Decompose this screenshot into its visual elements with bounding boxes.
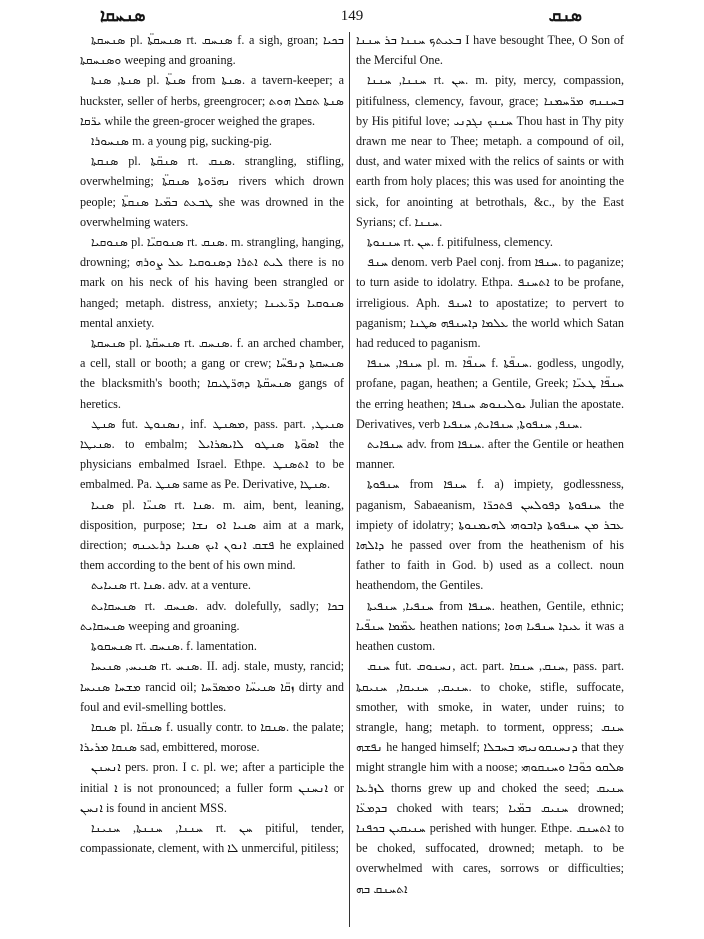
dictionary-entry: ܚܢܦܐܝܬ adv. from ܚܢܦܐ. after the Gentile or heathen manner. bbox=[356, 437, 624, 472]
dictionary-entry: ܚܢܦܘܬܐ from ܚܢܦܐ f. a) impiety, godlessness, paganism, Sabaeanism, ܚܢܦܘܬܐ ܕܦܘܠܚܢ ܦܬܟܪ̈ܐ the impiety of idolatry; ܥܒܪ ܡܢ ܚܢܦܘܬܐ ܕܐܒܘܗܝ ܠܗܝܡܢܘܬܐ ܕܐܠܗܐ he passed over from the heathenism of his father to faith in God. b) used as a collect. noun heathendom, the Gentiles. bbox=[356, 477, 625, 593]
left-column bbox=[80, 30, 344, 858]
running-head-left: ܣܢܚܩܐ bbox=[100, 6, 146, 25]
dictionary-entry: ܣܢܩܐ pl. ܣܢܩ̈ܐ f. usually contr. to ܣܢܩܐ. the palate; ܣܢܩܐ ܡܪܝܪܐ sad, embittered, morose. bbox=[80, 719, 344, 755]
dictionary-entry: ܣܢܝܐܝܬ rt. ܣܢܐ. adv. at a venture. bbox=[90, 578, 251, 593]
dictionary-entry: ܚܢܦܐ, ܚܢܦܐ pl. m. ܚܢܦ̈ܐ f. ܚܢܦ̈ܬܐ. godless, ungodly, profane, pagan, heathen; a Gentile, Greek; ܚܢܦ̈ܐ ܛܥܝ̈ܐ the erring heathen; ܝܘܠܝܢܘܣ ܚܢܦܐ Julian the apostate. Derivatives, verb ܚܢܦ, ܚܢܦܘܬܐ, ܚܢܦܐܝܬ, ܚܢܦܝܐ. bbox=[356, 356, 624, 431]
dictionary-entry: ܣܢܚܩܐܝܬ rt. ܣܢܚܩ. adv. dolefully, sadly; ܒܟܐ ܣܢܚܩܐܝܬ weeping and groaning. bbox=[80, 598, 344, 633]
dictionary-entry: ܐܢܚܢܢ pers. pron. I c. pl. we; after a participle the initial ܐ is not pronounced; a fuller form ܐܢܚܢܢ or ܐܢܚܢ is found in ancient MSS. bbox=[80, 760, 344, 815]
dictionary-entry: ܣܢܚܩܘܬܐ rt. ܣܢܚܩ. f. lamentation. bbox=[90, 639, 257, 654]
dictionary-entry: ܚܢܩ fut. ܢܚܢܘܩ, act. part. ܚܢܩ, ܚܢܩܐ, pass. part. ܚܢܝܩ, ܚܢܝܩܐ, ܚܢܝܩܬܐ. to choke, stifle, suffocate, smother, with smoke, in water, under ruins; to strangle, hang; metaph. to torment, oppress; ܚܢܩ ܢܦܫܗ he hanged himself; ܕܢܚܢܩܘܢܝܗܝ ܒܚܒܠܐ that they might strangle him with a noose; ܣܠܩܘ ܟܘ̈ܒܐ ܘܚܢܩܘܗܝ ܠܙܪܥܐ thorns grew up and choked the seed; ܚܢܝܩ ܒܕܡܥ̈ܐ choked with tears; ܚܢܝܩ ܒܡ̈ܝܐ drowned; ܚܢܝܩܝܢ ܒܟܦܢܐ perished with hunger. Ethpe. ܐܬܚܢܩ to be choked, suffocated, drowned; metaph. to be overwhelmed with cares, sorrows or difficulties; ܐܬܚܢܩ ܒܗ bbox=[356, 659, 624, 896]
dictionary-entry: ܚܢܦ denom. verb Pael conj. from ܚܢܦܐ. to paganize; to turn aside to idolatry. Ethpa. ܐܬܚܢܦ to be profane, irreligious. Aph. ܐܚܢܦ to apostatize; to pervert to paganism; ܥܠܡܐ ܕܐܚܢܦܗ ܣܛܢܐ the world which Satan had reduced to paganism. bbox=[356, 255, 624, 351]
dictionary-entry: ܚܢܢܘܬܐ rt. ܚܢ. f. pitifulness, clemency. bbox=[366, 235, 553, 250]
page-number: 149 bbox=[340, 8, 364, 24]
right-column bbox=[356, 30, 624, 899]
dictionary-entry: ܚܢܦܝܐ, ܚܢܦܝܬܐ from ܚܢܦܐ. heathen, Gentile, ethnic; ܥܡ̈ܡܐ ܚܢܦ̈ܝܐ heathen nations; ܥܝܕܐ ܚܢܦܝܐ ܗܘܐ it was a heathen custom. bbox=[356, 598, 624, 654]
dictionary-entry: ܣܢܚܘܪܐ m. a young pig, sucking-pig. bbox=[90, 134, 272, 149]
dictionary-entry: ܣܢܘܩܝܐ pl. ܣܢܘܩܝ̈ܐ rt. ܣܢܩ. m. strangling, hanging, drowning; ܠܝܬ ܐܬܪܐ ܕܣܢܘܩܝܐ ܥܠ ܨܘܪܗ there is no mark on his neck of his having been strangled or hanged; metaph. distress, anxiety; ܣܢܘܩܝܐ ܕܪ̈ܥܝܢܐ mental anxiety. bbox=[80, 235, 345, 330]
dictionary-entry-continued: ܒܥܝܬܟ ܚܢܢܐ ܒܪ ܚܢܢܐ I have besought Thee, O Son of the Merciful One. bbox=[356, 33, 624, 68]
dictionary-entry: ܣܢܚܩܬܐ pl. ܣܢܚܩ̈ܬܐ rt. ܣܢܚܩ. f. an arched chamber, a cell, stall or booth; a gang or crew; ܣܢܚܩܬܐ ܕܢܦܚ̈ܐ the blacksmith's booth; ܣܢܚܩ̈ܬܐ ܕܗܪ̈ܛܝܩܐ gangs of heretics. bbox=[80, 336, 344, 411]
column-divider bbox=[349, 32, 350, 927]
dictionary-entry: ܣܢܩܬܐ pl. ܣܢܩ̈ܬܐ rt. ܣܢܩ. strangling, stifling, overwhelming; ܢܗܪ̈ܘܬܐ ܣܢܩܬ̈ܐ rivers which drown people; ܛܒܥܬ ܒܡ̈ܝܐ ܣܢܩܬ̈ܐ she was drowned in the overwhelming waters. bbox=[80, 154, 345, 229]
dictionary-entry: ܣܢܝܐ pl. ܣܢܝ̈ܐ rt. ܣܢܐ. m. aim, bent, leaning, disposition, purpose; ܣܢܝܐ ܐܘ ܢܫܐ aim at a mark, direction; ܦܫܩ ܐܢܘܢ ܐܝܟ ܣܢܝܐ ܕܪܥܝܢܗ he explained them according to the bent of his own mind. bbox=[80, 497, 344, 573]
dictionary-entry: ܣܢܚܩܬܐ pl. ܣܢܚܩܬ̈ܐ rt. ܣܢܚܩ f. a sigh, groan; ܒܟܝܐ ܘܣܢܚܩܬܐ weeping and groaning. bbox=[80, 33, 345, 68]
dictionary-entry: ܣܢܝܚ, ܣܢܝܚܐ rt. ܣܢܚ. II. adj. stale, musty, rancid; ܡܫܚܐ ܣܢܝܚܐ rancid oil; ܙܩ̈ܐ ܣܢܝܚ̈ܐ ܘܡܣܪ̈ܚܐ dirty and foul and evil-smelling bottles. bbox=[80, 659, 345, 714]
dictionary-entry: ܣܢܛ fut. ܢܣܢܘܛ, inf. ܡܣܢܛ, pass. part. ܣܢܝܛ, ܣܢܝܛܐ. to embalm; ܐܣܘ̈ܬܐ ܣܢܛܘ ܠܐܝܣܪܐܝܠ the physicians embalmed Israel. Ethpe. ܐܬܣܢܛ to be embalmed. Pa. ܣܢܛ same as Pe. Derivative, ܣܢܛܐ. bbox=[80, 416, 345, 492]
dictionary-entry: ܣܢܬܐ, ܣܢܬܐ pl. ܣܢܬ̈ܐ from ܣܢܬܐ. a tavern-keeper; a huckster, seller of herbs, greengrocer; ܣܢܬܐ ܬܩܠܐ ܗܘܬ ܝܪ̈ܩܐ while the green-grocer weighed the grapes. bbox=[80, 73, 344, 128]
dictionary-entry: ܚܢܢܐ, ܚܢܢܐ rt. ܚܢ. m. pity, mercy, compassion, pitifulness, clemency, favour, grace; ܒܚܢܢܗ ܡܪ̈ܚܡܢܐ by His pitiful love; ܚܢܢܟ ܢܓܕܢܝ Thou hast in Thy pity drawn me near to Thee; metaph. a compound of oil, dust, and water mixed with the relics of saints or with earth from holy places; this was used for anointing the sick, for anointing at betrothals, &c., by the East Syrians; cf. ܚܢܢܐ. bbox=[356, 73, 625, 229]
dictionary-entry: ܚܢܢܐ, ܚܢܢܬܐ, ܚܢܝܢܐ rt. ܚܢ pitiful, tender, compassionate, clement, with ܠܐ unmerciful, pitiless; bbox=[80, 820, 344, 856]
running-head-right: ܣܢܩ bbox=[548, 6, 582, 25]
